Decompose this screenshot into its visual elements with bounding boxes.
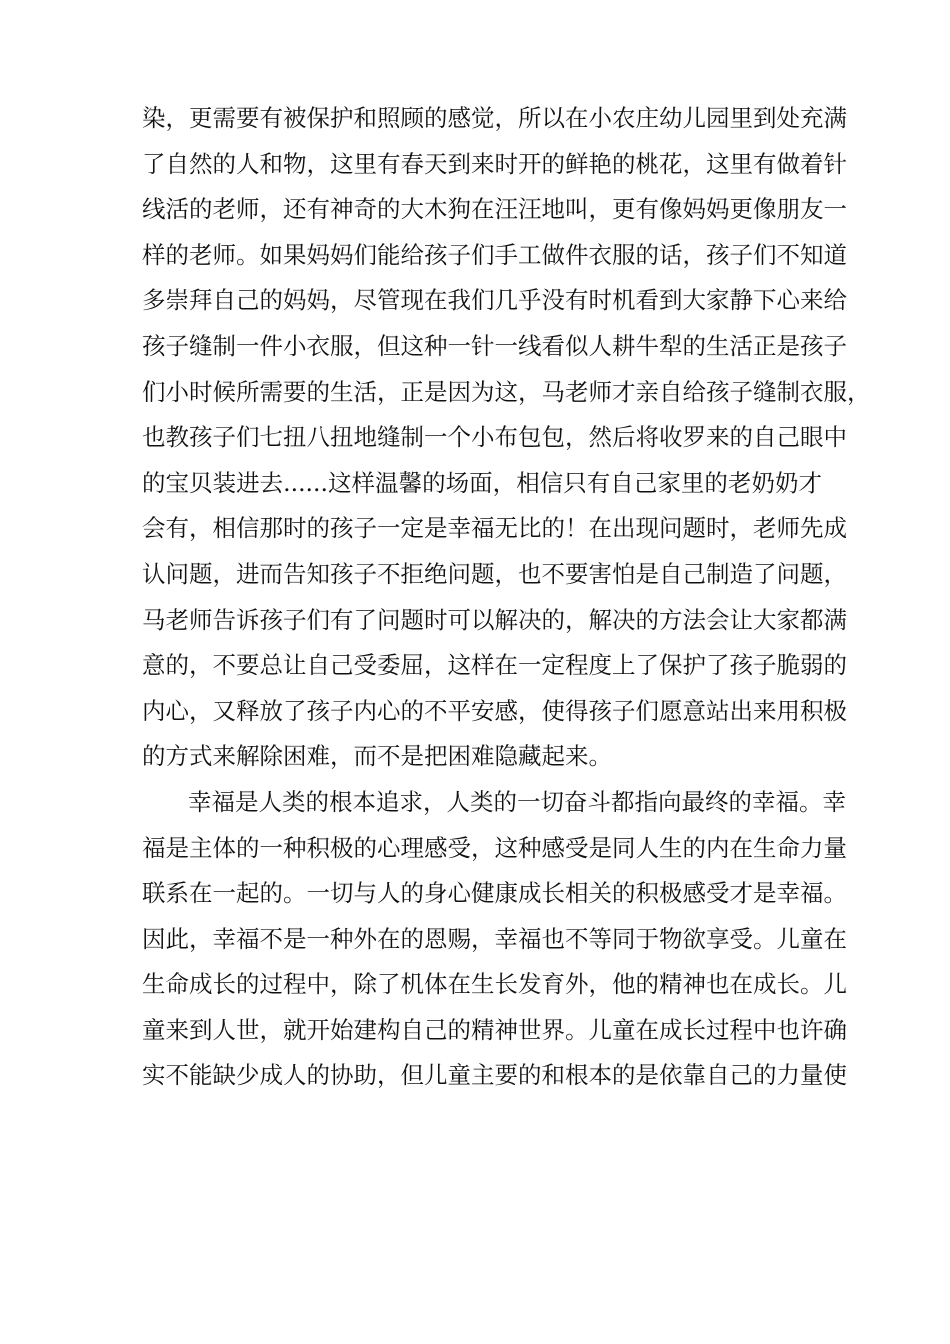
text-line: 线活的老师，还有神奇的大木狗在汪汪地叫，更有像妈妈更像朋友一	[142, 195, 847, 224]
text-line: 会有，相信那时的孩子一定是幸福无比的！在出现问题时，老师先成	[142, 514, 847, 543]
text-line: 认问题，进而告知孩子不拒绝问题，也不要害怕是自己制造了问题，	[142, 559, 847, 588]
text-line: 福是主体的一种积极的心理感受，这种感受是同人生的内在生命力量	[142, 833, 847, 862]
text-line: 马老师告诉孩子们有了问题时可以解决的，解决的方法会让大家都满	[142, 605, 847, 634]
text-line: 了自然的人和物，这里有春天到来时开的鲜艳的桃花，这里有做着针	[142, 149, 847, 178]
body-text	[142, 96, 871, 1099]
text-line: 孩子缝制一件小衣服，但这种一针一线看似人耕牛犁的生活正是孩子	[142, 331, 847, 360]
text-line: 多崇拜自己的妈妈，尽管现在我们几乎没有时机看到大家静下心来给	[142, 286, 847, 315]
text-line: 实不能缺少成人的协助，但儿童主要的和根本的是依靠自己的力量使	[142, 1061, 847, 1090]
text-line: 样的老师。如果妈妈们能给孩子们手工做件衣服的话，孩子们不知道	[142, 240, 847, 269]
text-line: 童来到人世，就开始建构自己的精神世界。儿童在成长过程中也许确	[142, 1015, 847, 1044]
text-line: 生命成长的过程中，除了机体在生长发育外，他的精神也在成长。儿	[142, 970, 847, 999]
text-line: 联系在一起的。一切与人的身心健康成长相关的积极感受才是幸福。	[142, 879, 847, 908]
paragraph-end-line: 的方式来解除困难，而不是把困难隐藏起来。	[142, 742, 612, 771]
text-line: 的宝贝装进去......这样温馨的场面，相信只有自己家里的老奶奶才	[142, 468, 822, 497]
text-line: 因此，幸福不是一种外在的恩赐，幸福也不等同于物欲享受。儿童在	[142, 924, 847, 953]
paragraph-first-line: 幸福是人类的根本追求，人类的一切奋斗都指向最终的幸福。幸	[188, 787, 846, 816]
text-line: 内心，又释放了孩子内心的不平安感，使得孩子们愿意站出来用积极	[142, 696, 847, 725]
text-line: 染，更需要有被保护和照顾的感觉，所以在小农庄幼儿园里到处充满	[142, 104, 847, 132]
text-line: 意的，不要总让自己受委屈，这样在一定程度上了保护了孩子脆弱的	[142, 651, 847, 680]
text-line: 们小时候所需要的生活，正是因为这，马老师才亲自给孩子缝制衣服，	[142, 377, 871, 406]
text-line: 也教孩子们七扭八扭地缝制一个小布包包，然后将收罗来的自己眼中	[142, 423, 847, 452]
